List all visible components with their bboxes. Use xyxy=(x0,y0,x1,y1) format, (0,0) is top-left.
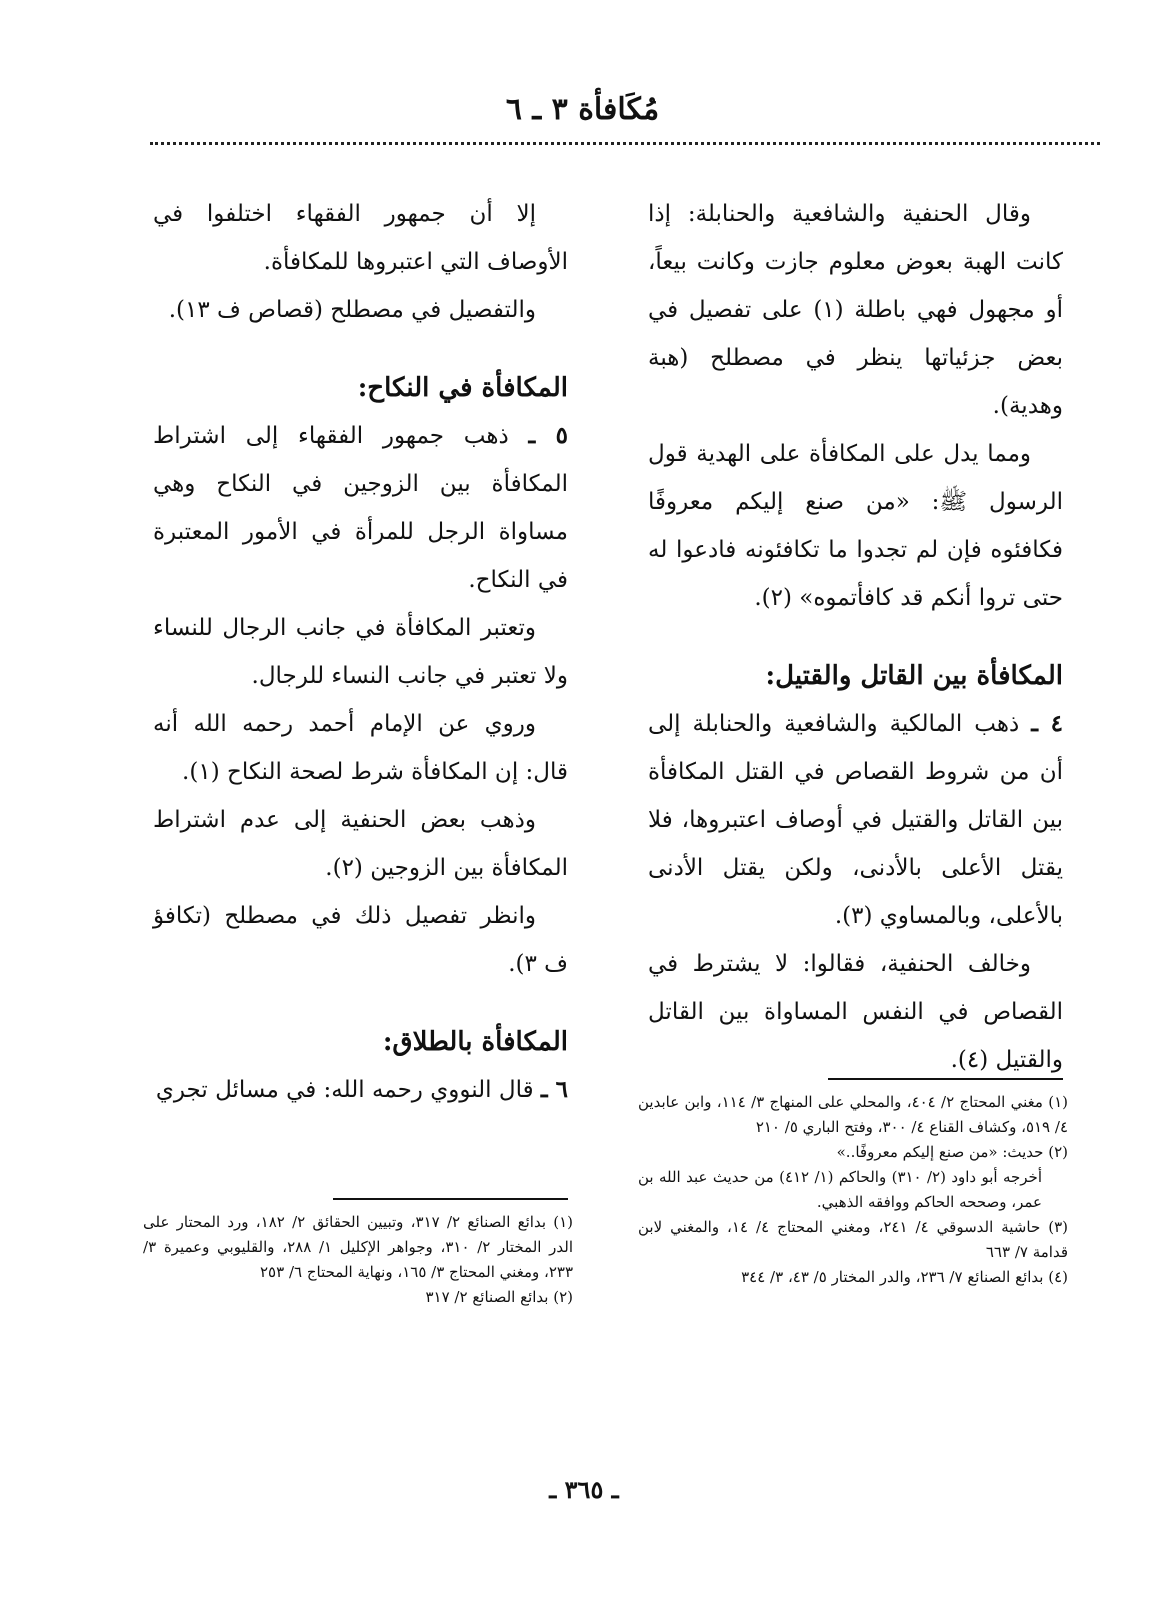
footnote: (٣) حاشية الدسوقي ٤/ ٢٤١، ومغني المحتاج ٤/ ١٤، والمغني لابن قدامة ٧/ ٦٦٣ xyxy=(638,1218,1068,1261)
footnotes-left xyxy=(143,1210,573,1310)
paragraph: وانظر تفصيل ذلك في مصطلح (تكافؤ ف ٣). xyxy=(153,903,568,977)
page-header-title: مُكَافأة ٣ ـ ٦ xyxy=(505,92,660,127)
paragraph: ومما يدل على المكافأة على الهدية قول الرسول ﷺ: «من صنع إليكم معروفًا فكافئوه فإن لم تجدوا ما تكافئونه فادعوا له حتى تروا أنكم قد كافأتموه» (٢). xyxy=(648,441,1063,611)
paragraph: وتعتبر المكافأة في جانب الرجال للنساء ولا تعتبر في جانب النساء للرجال. xyxy=(153,615,568,689)
footnote: (١) بدائع الصنائع ٢/ ٣١٧، وتبيين الحقائق ٢/ ١٨٢، ورد المحتار على الدر المختار ٢/ ٣١٠، وجواهر الإكليل ١/ ٢٨٨، والقليوبي وعميرة ٣/ ٢٣٣، ومغني المحتاج ٣/ ١٦٥، ونهاية المحتاج ٦/ ٢٥٣ xyxy=(143,1213,574,1281)
header-dotted-rule xyxy=(150,142,1100,145)
footnote: (٢) بدائع الصنائع ٢/ ٣١٧ xyxy=(425,1288,573,1306)
paragraph: والتفصيل في مصطلح (قصاص ف ١٣). xyxy=(168,297,536,323)
numbered-paragraph xyxy=(153,412,568,604)
footnotes-right xyxy=(638,1090,1068,1290)
left-column xyxy=(153,190,568,1114)
page-number: ـ ٣٦٥ ـ xyxy=(549,1475,619,1504)
paragraph: إلا أن جمهور الفقهاء اختلفوا في الأوصاف التي اعتبروها للمكافأة. xyxy=(153,201,568,275)
paragraph-text: ذهب المالكية والشافعية والحنابلة إلى أن من شروط القصاص في القتل المكافأة بين القاتل والقتيل في أوصاف اعتبروها، فلا يقتل الأعلى بالأدنى، ولكن يقتل الأدنى بالأعلى، وبالمساوي (٣). xyxy=(648,711,1063,929)
section-heading: المكافأة في النكاح: xyxy=(357,373,568,403)
section-heading: المكافأة بين القاتل والقتيل: xyxy=(765,661,1063,691)
footnote-rule-left xyxy=(333,1198,568,1200)
footnote: (٤) بدائع الصنائع ٧/ ٢٣٦، والدر المختار ٥/ ٤٣، ٣/ ٣٤٤ xyxy=(741,1268,1068,1286)
right-column xyxy=(648,190,1063,1084)
paragraph: وذهب بعض الحنفية إلى عدم اشتراط المكافأة بين الزوجين (٢). xyxy=(153,807,568,881)
paragraph: وروي عن الإمام أحمد رحمه الله أنه قال: إن المكافأة شرط لصحة النكاح (١). xyxy=(153,711,568,785)
paragraph-text: قال النووي رحمه الله: في مسائل تجري xyxy=(155,1077,534,1103)
footnote-rule-right xyxy=(828,1078,1063,1080)
paragraph-text: ذهب جمهور الفقهاء إلى اشتراط المكافأة بين الزوجين في النكاح وهي مساواة الرجل للمرأة في الأمور المعتبرة في النكاح. xyxy=(153,423,568,593)
paragraph-number: ٦ ـ xyxy=(540,1076,568,1103)
footnote: (١) مغني المحتاج ٢/ ٤٠٤، والمحلي على المنهاج ٣/ ١١٤، وابن عابدين ٤/ ٥١٩، وكشاف القناع ٤/ ٣٠٠، وفتح الباري ٥/ ٢١٠ xyxy=(638,1093,1068,1136)
paragraph: وخالف الحنفية، فقالوا: لا يشترط في القصاص في النفس المساواة بين القاتل والقتيل (٤). xyxy=(648,951,1063,1073)
numbered-paragraph xyxy=(648,700,1063,940)
footnote: (٢) حديث: «من صنع إليكم معروفًا..» xyxy=(836,1143,1068,1161)
footnote: أخرجه أبو داود (٢/ ٣١٠) والحاكم (١/ ٤١٢) من حديث عبد الله بن عمر، وصححه الحاكم ووافقه الذهبي. xyxy=(638,1168,1042,1211)
section-heading: المكافأة بالطلاق: xyxy=(382,1027,568,1057)
paragraph: وقال الحنفية والشافعية والحنابلة: إذا كانت الهبة بعوض معلوم جازت وكانت بيعاً، أو مجهول فهي باطلة (١) على تفصيل في بعض جزئياتها ينظر في مصطلح (هبة وهدية). xyxy=(648,201,1063,419)
numbered-paragraph xyxy=(153,1066,568,1114)
paragraph-number: ٤ ـ xyxy=(1031,710,1064,737)
paragraph-number: ٥ ـ xyxy=(528,422,569,449)
